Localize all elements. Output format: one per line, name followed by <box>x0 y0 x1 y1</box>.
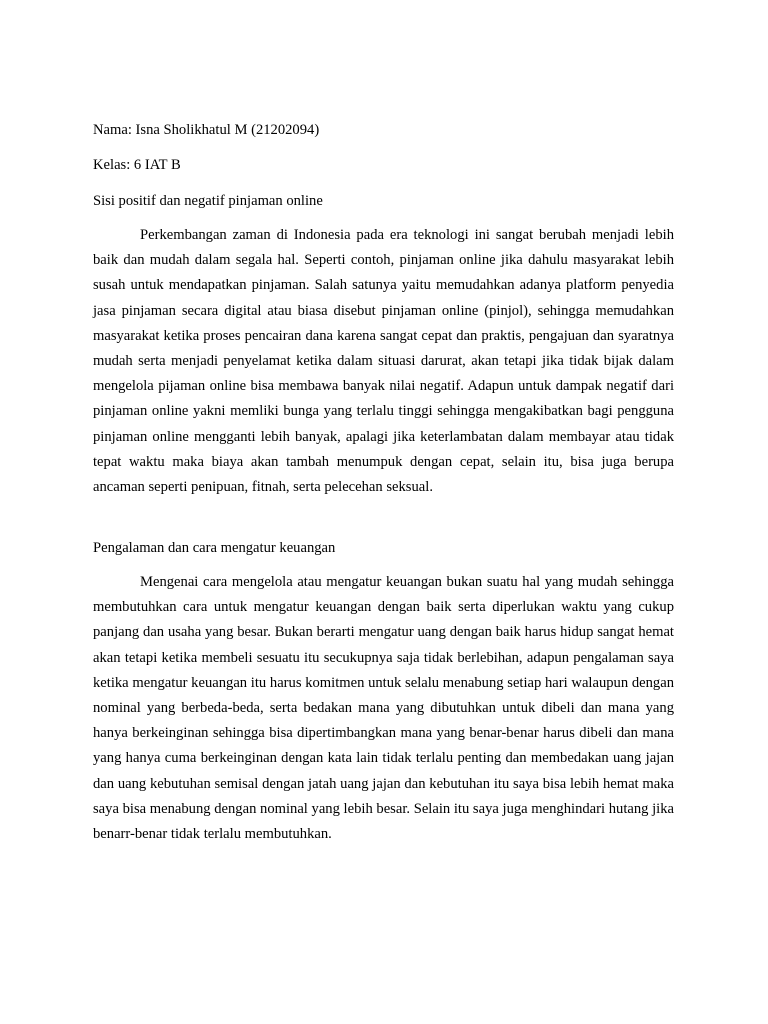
paragraph-text: Perkembangan zaman di Indonesia pada era teknologi ini sangat berubah menjadi lebih baik dan mudah dalam segala hal. Seperti contoh, pinjaman online jika dahulu masyarakat lebih susah untuk mendapatkan pinjaman. Salah satunya yaitu memudahkan adanya platform penyedia jasa pinjaman secara digital atau biasa disebut pinjaman online (pinjol), sehingga memudahkan masyarakat ketika proses pencairan dana karena sangat cepat dan praktis, pengajuan dan syaratnya mudah serta menjadi penyelamat ketika dalam situasi darurat, akan tetapi jika tidak bijak dalam mengelola pijaman online bisa membawa banyak nilai negatif. Adapun untuk dampak negatif dari pinjaman online yakni memliki bunga yang terlalu tinggi sehingga mengakibatkan bagi pengguna pinjaman online mengganti lebih banyak, apalagi jika keterlambatan dalam membayar atau tidak tepat waktu maka biaya akan tambah menumpuk dengan cepat, selain itu, bisa juga berupa ancaman seperti penipuan, fitnah, serta pelecehan seksual. <box>93 227 674 496</box>
section-title-positive-negative: Sisi positif dan negatif pinjaman online <box>93 193 323 209</box>
section-title-finance-experience: Pengalaman dan cara mengatur keuangan <box>93 540 336 556</box>
paragraph-positive-negative <box>93 223 674 500</box>
paragraph-finance-experience <box>93 570 674 847</box>
paragraph-text: Mengenai cara mengelola atau mengatur keuangan bukan suatu hal yang mudah sehingga membutuhkan cara untuk mengatur keuangan dengan baik serta diperlukan waktu yang cukup panjang dan usaha yang besar. Bukan berarti mengatur uang dengan baik harus hidup sangat hemat akan tetapi ketika membeli sesuatu itu secukupnya saja tidak berlebihan, adapun pengalaman saya ketika mengatur keuangan itu harus komitmen untuk selalu menabung setiap hari walaupun dengan nominal yang berbeda-beda, serta bedakan mana yang dibutuhkan untuk dibeli dan mana yang hanya berkeinginan sehingga bisa dipertimbangkan mana yang benar-benar harus dibeli dan mana yang hanya cuma berkeinginan dengan kata lain tidak terlalu penting dan membedakan uang jajan dan uang kebutuhan semisal dengan jatah uang jajan dan kebutuhan itu saya bisa lebih hemat maka saya bisa menabung dengan nominal yang lebih besar. Selain itu saya juga menghindari hutang jika benarr-benar tidak terlalu membutuhkan. <box>93 574 674 843</box>
student-class: Kelas: 6 IAT B <box>93 157 181 173</box>
document-page <box>93 0 674 1024</box>
student-name: Nama: Isna Sholikhatul M (21202094) <box>93 122 320 138</box>
